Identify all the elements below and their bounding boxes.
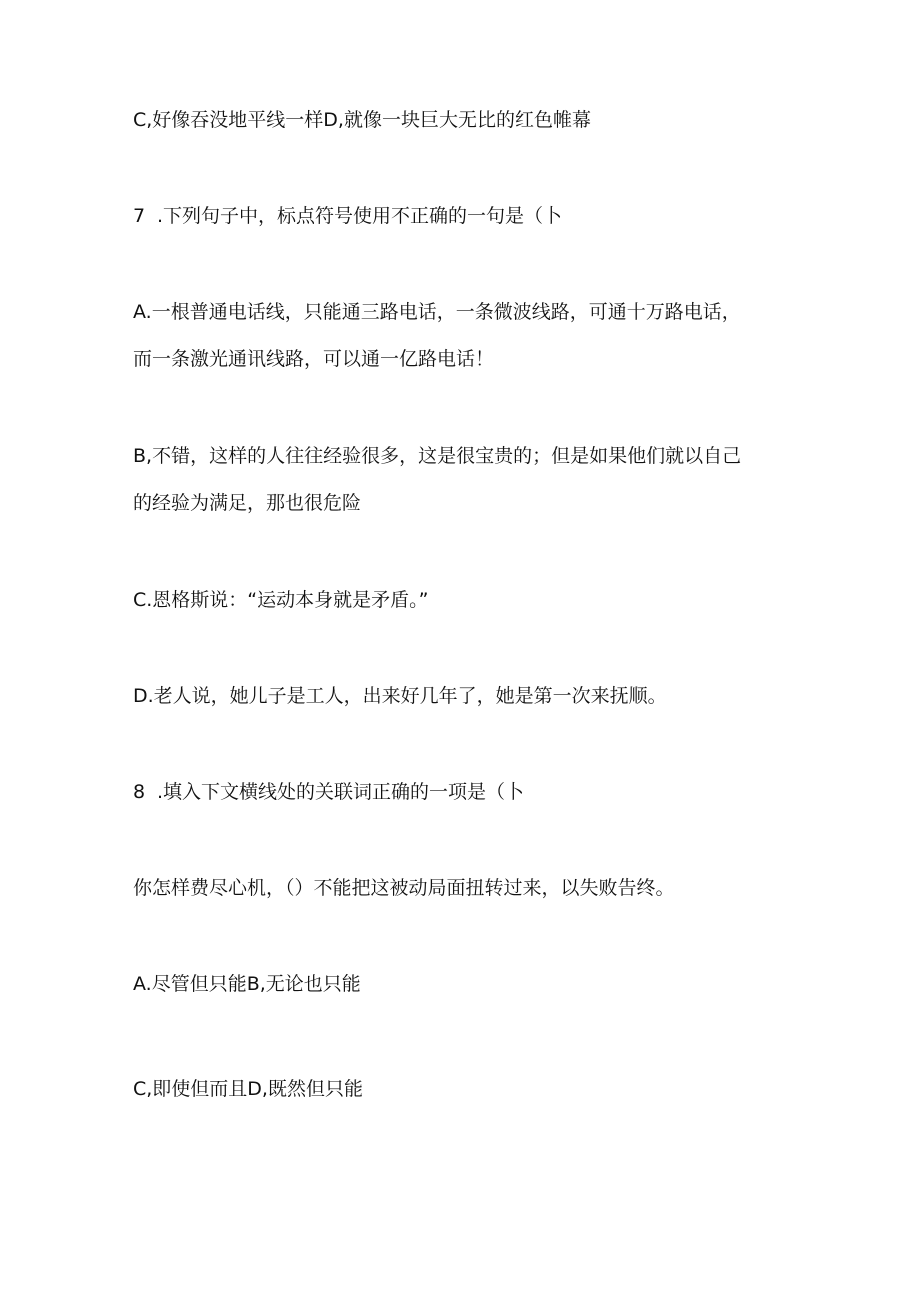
q8-number: 8 [133, 781, 146, 803]
q7-question: .下列句子中，标点符号使用不正确的一句是（卜 [157, 205, 563, 227]
q7-option-b-line2: 的经验为满足，那也很危险 [133, 492, 362, 514]
q8-options-a-b: A.尽管但只能B,无论也只能 [133, 973, 361, 995]
q7-option-a-line2: 而一条激光通讯线路，可以通一亿路电话！ [133, 348, 495, 370]
q8-question: .填入下文横线处的关联词正确的一项是（卜 [157, 781, 525, 803]
q7-option-b-line1: B,不错，这样的人往往经验很多，这是很宝贵的；但是如果他们就以自己 [133, 445, 742, 467]
q7-option-a-line1: A.一根普通电话线，只能通三路电话，一条微波线路，可通十万路电话， [133, 301, 741, 323]
q7-option-c: C.恩格斯说：“运动本身就是矛盾。” [133, 589, 429, 611]
q7-number: 7 [133, 205, 146, 227]
q6-options-c-d: C,好像吞没地平线一样D,就像一块巨大无比的红色帷幕 [133, 109, 591, 131]
q8-stem: 你怎样费尽心机，（）不能把这被动局面扭转过来，以失败告终。 [133, 877, 675, 899]
q7-option-d: D.老人说，她儿子是工人，出来好几年了，她是第一次来抚顺。 [133, 685, 667, 707]
q8-options-c-d: C,即使但而且D,既然但只能 [133, 1078, 363, 1100]
